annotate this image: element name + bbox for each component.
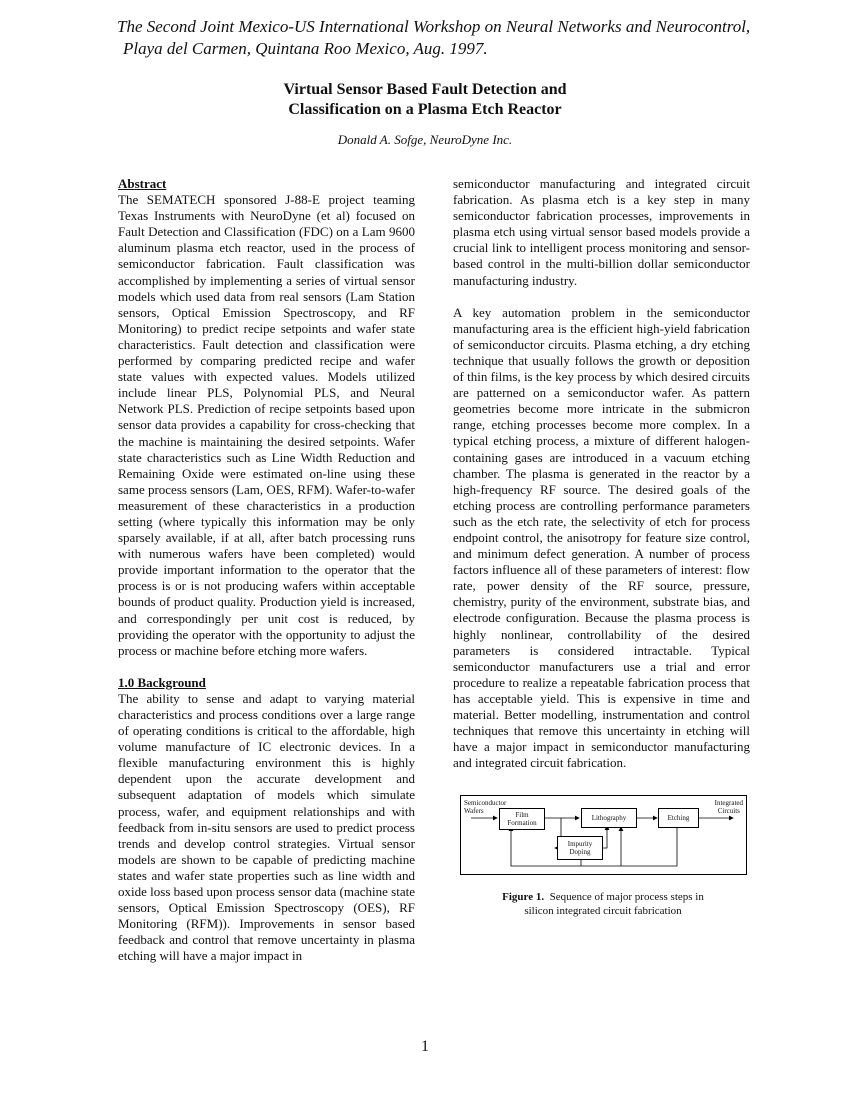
film-formation-node — [499, 808, 545, 830]
input-label-line-1: Semiconductor — [464, 799, 507, 807]
right-paragraph-1: semiconductor manufacturing and integrated circuit fabrication. As plasma etch is a key step in many semiconductor fabrication processes, improvements in plasma etch using virtual sensor based models provide a crucial link to intelligent process monitoring and sensor-based control in the multi-billion dollar semiconductor manufacturing industry. — [453, 176, 750, 288]
output-label-line-2: Circuits — [717, 807, 740, 815]
input-label-line-2: Wafers — [464, 807, 484, 815]
impurity-node-line-1: Impurity — [567, 840, 593, 848]
page-number: 1 — [421, 1038, 429, 1055]
venue-line-2: Playa del Carmen, Quintana Roo Mexico, Aug. 1997. — [123, 39, 488, 58]
film-node-line-1: Film — [515, 811, 529, 819]
etch-node-label: Etching — [667, 814, 690, 822]
abstract-text: The SEMATECH sponsored J-88-E project teaming Texas Instruments with NeuroDyne (et al) focused on Fault Detection and Classification (FDC) on a Lam 9600 aluminum plasma etch reactor, used in the process of semiconductor fabrication. Fault classification was accomplished by implementing a series of virtual sensor models which used data from real sensors (Lam Station sensors, Optical Emission Spectroscopy, and RF Monitoring) to predict recipe setpoints and wafer state characteristics. Fault detection and classification were performed by comparing predicted recipe and wafer state values with expected values. Models utilized include linear PLS, Polynomial PLS, and Neural Network PLS. Prediction of recipe setpoints based upon sensor data provides a capability for cross-checking that the machine is maintaining the desired setpoints. Wafer state characteristics such as Line Width Reduction and Remaining Oxide were estimated on-line using these same process sensors (Lam, OES, RFM). Wafer-to-wafer measurement of these characteristics in a production setting (where typically this information may be only sparsely available, if at all, after batch processing runs with numerous wafers have been completed) would provide important information to the operator that the process is or is not producing wafers within acceptable bounds of product quality. Production yield is increased, and correspondingly per unit cost is reduced, by providing the operator with the opportunity to adjust the process or machine before etching more wafers. — [118, 192, 416, 658]
paper-title — [0, 80, 850, 120]
caption-label: Figure 1. — [502, 891, 545, 903]
right-column — [453, 176, 750, 771]
caption-text-line-2: silicon integrated circuit fabrication — [524, 905, 682, 917]
conference-header — [117, 16, 837, 60]
impurity-doping-node — [557, 836, 603, 860]
output-label-line-1: Integrated — [714, 799, 743, 807]
background-section — [118, 675, 415, 965]
impurity-node-line-2: Doping — [569, 848, 591, 856]
caption-text-line-1: Sequence of major process steps in — [549, 891, 704, 903]
venue-line-1: The Second Joint Mexico-US International Workshop on Neural Networks and Neurocontrol, — [117, 17, 751, 36]
output-label — [715, 799, 743, 815]
background-heading: 1.0 Background — [118, 674, 206, 690]
right-paragraph-2: A key automation problem in the semiconductor manufacturing area is the efficient high-yield fabrication of semiconductor circuits. Plasma etching, a dry etching technique that usually follows the growth or deposition of thin films, is the key process by which desired circuits are patterned on a semiconductor wafer. As pattern geometries become more intricate in the submicron range, etching processes become more complex. In a typical etching process, a mixture of different halogen-containing gases are introduced in a vacuum etching chamber. The plasma is generated in the reactor by a high-frequency RF source. The desired goals of the etching process are controlling performance parameters such as the etch rate, the selectivity of etch for process endpoint control, the anisotropy for feature size control, and minimum defect generation. A number of process factors influence all of these parameters of interest: flow rate, power density of the RF source, pressure, chemistry, purity of the environment, substrate bias, and electrode configuration. Because the plasma process is highly nonlinear, controllability of the desired parameters is considered intractable. Typical semiconductor manufacturers use a trial and error procedure to realize a repeatable fabrication process that has acceptable yield. This is expensive in time and material. Better modelling, instrumentation and control techniques that remove this uncertainty in etching will have a major impact in semiconductor manufacturing and integrated circuit fabrication. — [453, 304, 750, 771]
title-line-1: Virtual Sensor Based Fault Detection and — [283, 81, 567, 98]
author-line: Donald A. Sofge, NeuroDyne Inc. — [337, 132, 513, 147]
abstract-heading: Abstract — [118, 176, 167, 191]
litho-node-label: Lithography — [591, 814, 627, 822]
etching-node — [658, 808, 699, 828]
left-column — [118, 176, 415, 965]
background-text: The ability to sense and adapt to varying material characteristics and process conditions over a large range of operating conditions is critical to the affordable, high volume manufacture of IC electronic devices. In a flexible manufacturing environment this is highly dependent upon the accurate development and subsequent adaptation of models which simulate process, wafer, and equipment relationships and with feedback from in-situ sensors are used to predict process trends and develop control strategies. Virtual sensor models are shown to be capable of predicting machine states and wafer state properties such as line width and oxide loss based upon process sensor data (machine state sensors, Optical Emission Spectroscopy (OES), RF Monitoring (RFM)). Improvements in sensor based feedback and control that remove uncertainty in plasma etching will have a major impact in — [118, 690, 415, 964]
process-flow-figure — [460, 795, 747, 875]
figure-caption — [453, 890, 753, 918]
film-node-line-2: Formation — [507, 819, 537, 827]
title-line-2: Classification on a Plasma Etch Reactor — [288, 101, 562, 118]
lithography-node — [581, 808, 637, 828]
